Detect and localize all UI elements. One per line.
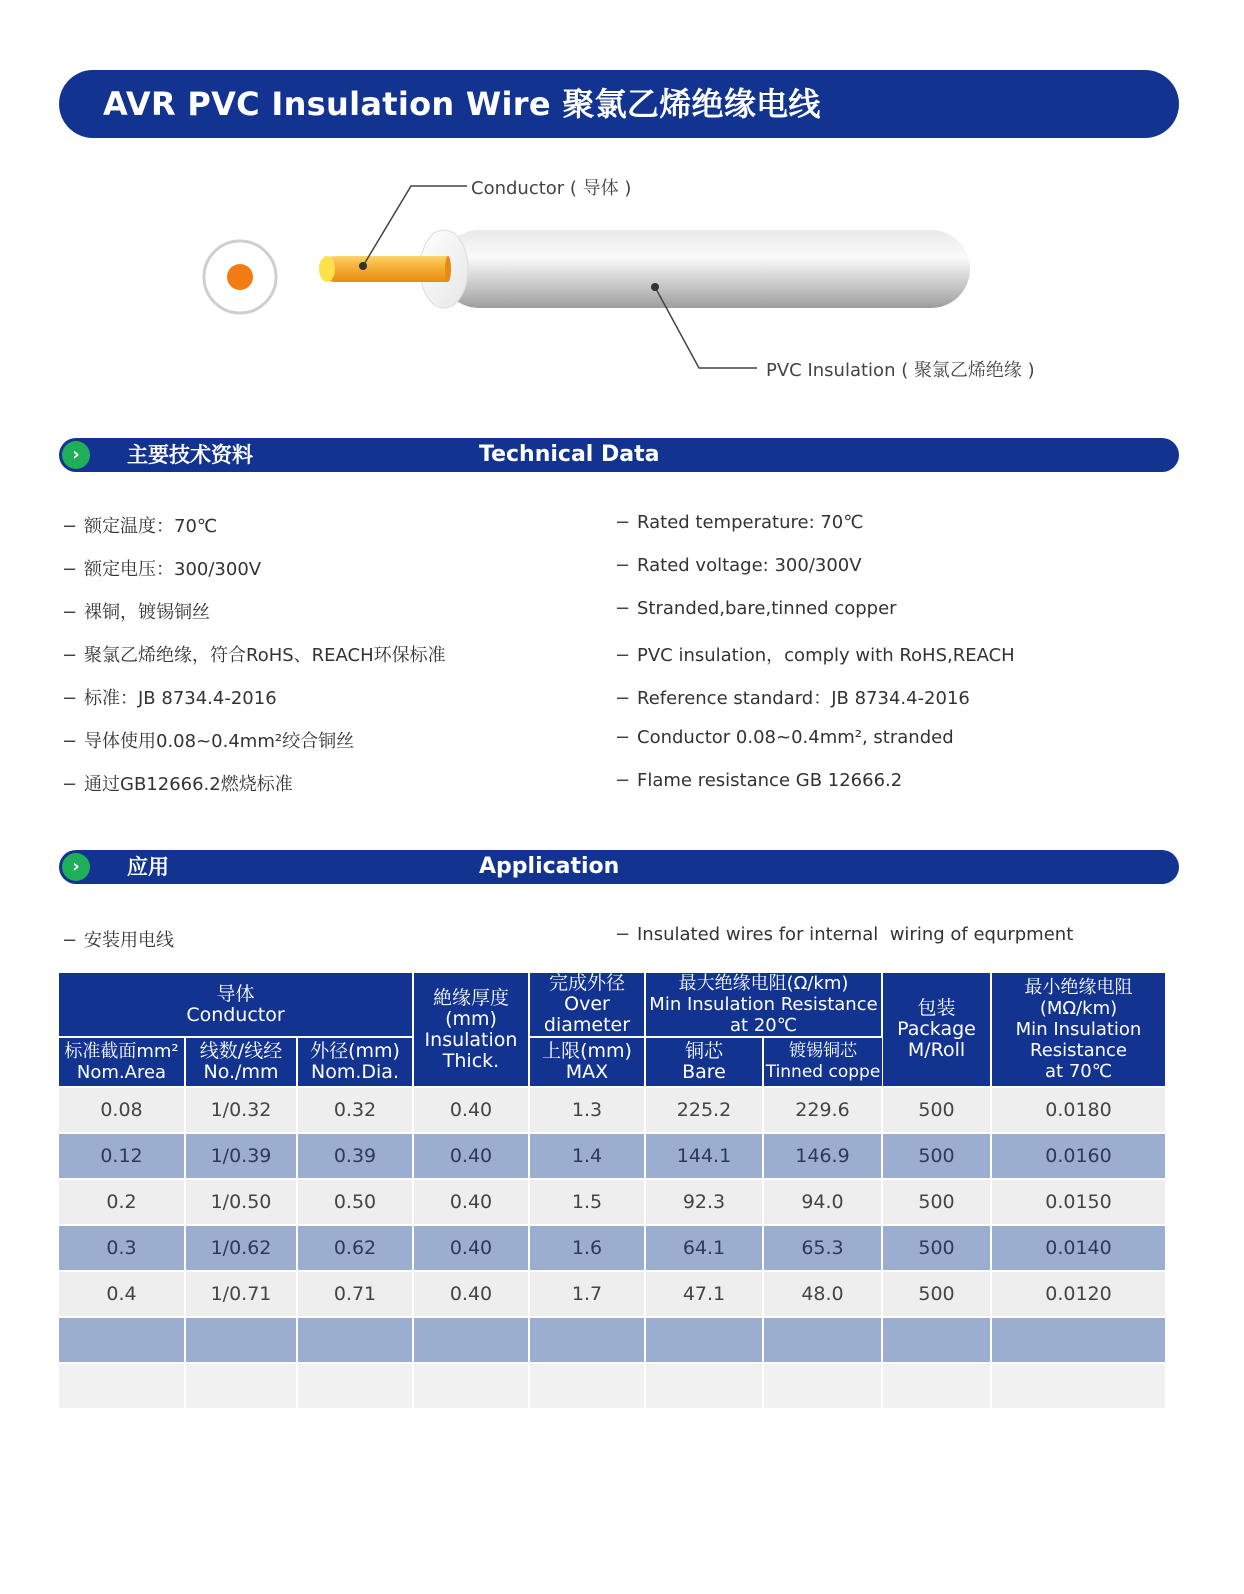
page-title: AVR PVC Insulation Wire 聚氯乙烯绝缘电线 [103, 85, 821, 123]
cell-nom-area: 0.3 [59, 1225, 185, 1271]
spec-item-cn: − 导体使用0.08~0.4mm²绞合铜丝 [62, 731, 355, 752]
application-header-en: Application [479, 854, 620, 879]
cell-bare: 64.1 [645, 1225, 763, 1271]
cell-tinned: 48.0 [763, 1271, 882, 1317]
header-package: 包装 Package M/Roll [882, 973, 991, 1087]
insulation-icon [418, 230, 970, 308]
spec-item-cn: − 额定温度：70℃ [62, 516, 218, 537]
spec-item-cn: − 裸铜，镀锡铜丝 [62, 602, 210, 623]
cell-max: 1.7 [529, 1271, 645, 1317]
cell-package: 500 [882, 1225, 991, 1271]
header-min-res-20: 最大绝缘电阻(Ω/km) Min Insulation Resistance at 20℃ [645, 973, 882, 1037]
cell-no-mm: 1/0.32 [185, 1087, 297, 1133]
cell-nom-dia: 0.71 [297, 1271, 413, 1317]
cell-resistance-70: 0.0140 [991, 1225, 1165, 1271]
cell-max: 1.4 [529, 1133, 645, 1179]
header-max: 上限(mm) MAX [529, 1037, 645, 1087]
cable-diagram [0, 150, 1244, 410]
table-row [59, 1133, 1165, 1179]
cell-nom-dia: 0.39 [297, 1133, 413, 1179]
table-row [59, 1271, 1165, 1317]
cell-no-mm: 1/0.39 [185, 1133, 297, 1179]
header-nom-area: 标准截面mm² Nom.Area [59, 1037, 185, 1087]
cell-resistance-70: 0.0150 [991, 1179, 1165, 1225]
cell-bare: 144.1 [645, 1133, 763, 1179]
cell-resistance-70: 0.0180 [991, 1087, 1165, 1133]
spec-item-en: − Conductor 0.08~0.4mm², stranded [615, 727, 954, 748]
cell-insulation: 0.40 [413, 1133, 529, 1179]
cell-no-mm: 1/0.71 [185, 1271, 297, 1317]
cell-no-mm: 1/0.50 [185, 1179, 297, 1225]
cell-nom-dia: 0.32 [297, 1087, 413, 1133]
cell-max: 1.5 [529, 1179, 645, 1225]
table-row [59, 1225, 1165, 1271]
header-min-res-70: 最小绝缘电阻(MΩ/km) Min Insulation Resistance at 70℃ [991, 973, 1165, 1087]
header-conductor: 导体 Conductor [59, 973, 413, 1037]
header-nom-dia: 外径(mm) Nom.Dia. [297, 1037, 413, 1087]
cell-package: 500 [882, 1271, 991, 1317]
application-text-cn: − 安装用电线 [62, 930, 174, 951]
application-text-en: − Insulated wires for internal wiring of equrpment [615, 924, 1074, 945]
cell-insulation: 0.40 [413, 1225, 529, 1271]
spec-item-en: − PVC insulation，comply with RoHS,REACH [615, 645, 1015, 666]
header-over-diameter: 完成外径 Over diameter [529, 973, 645, 1037]
header-no-mm: 线数/线经 No./mm [185, 1037, 297, 1087]
table-row-empty [59, 1317, 1165, 1363]
cell-nom-area: 0.4 [59, 1271, 185, 1317]
spec-item-cn: − 聚氯乙烯绝缘，符合RoHS、REACH环保标准 [62, 645, 446, 666]
cell-nom-area: 0.2 [59, 1179, 185, 1225]
cell-nom-area: 0.12 [59, 1133, 185, 1179]
application-header-cn: 应用 [127, 855, 169, 879]
cell-nom-area: 0.08 [59, 1087, 185, 1133]
table-row [59, 1179, 1165, 1225]
cell-insulation: 0.40 [413, 1179, 529, 1225]
header-insulation-thick: 絶缘厚度 (mm) Insulation Thick. [413, 973, 529, 1087]
spec-item-en: − Flame resistance GB 12666.2 [615, 770, 903, 791]
chevron-right-icon: › [62, 853, 90, 881]
cell-tinned: 146.9 [763, 1133, 882, 1179]
spec-item-en: − Reference standard：JB 8734.4-2016 [615, 688, 970, 709]
cell-bare: 47.1 [645, 1271, 763, 1317]
cell-tinned: 65.3 [763, 1225, 882, 1271]
cross-section-icon [204, 241, 276, 313]
insulation-label: PVC Insulation ( 聚氯乙烯绝缘 ) [766, 360, 1035, 381]
cell-package: 500 [882, 1133, 991, 1179]
table-row [59, 1087, 1165, 1133]
spec-item-en: − Stranded,bare,tinned copper [615, 598, 897, 619]
application-header [59, 850, 1179, 884]
cell-bare: 225.2 [645, 1087, 763, 1133]
spec-item-en: − Rated voltage: 300/300V [615, 555, 862, 576]
technical-header-en: Technical Data [479, 442, 660, 467]
cell-insulation: 0.40 [413, 1271, 529, 1317]
cell-nom-dia: 0.50 [297, 1179, 413, 1225]
cell-max: 1.3 [529, 1087, 645, 1133]
cell-tinned: 229.6 [763, 1087, 882, 1133]
cell-nom-dia: 0.62 [297, 1225, 413, 1271]
cell-insulation: 0.40 [413, 1087, 529, 1133]
header-tinned: 镀锡铜芯 Tinned coppe [763, 1037, 882, 1087]
cell-resistance-70: 0.0160 [991, 1133, 1165, 1179]
cell-tinned: 94.0 [763, 1179, 882, 1225]
cell-no-mm: 1/0.62 [185, 1225, 297, 1271]
spec-item-cn: − 通过GB12666.2燃烧标准 [62, 774, 293, 795]
header-bare: 铜芯 Bare [645, 1037, 763, 1087]
chevron-right-icon: › [62, 441, 90, 469]
spec-table [59, 973, 1165, 1410]
table-row-empty [59, 1363, 1165, 1409]
cell-package: 500 [882, 1179, 991, 1225]
cell-bare: 92.3 [645, 1179, 763, 1225]
conductor-label: Conductor ( 导体 ) [471, 178, 632, 199]
technical-data-header [59, 438, 1179, 472]
spec-item-en: − Rated temperature: 70℃ [615, 512, 864, 533]
cell-package: 500 [882, 1087, 991, 1133]
technical-header-cn: 主要技术资料 [127, 443, 253, 467]
spec-item-cn: − 标准：JB 8734.4-2016 [62, 688, 277, 709]
cell-max: 1.6 [529, 1225, 645, 1271]
title-banner [59, 70, 1179, 138]
cell-resistance-70: 0.0120 [991, 1271, 1165, 1317]
spec-item-cn: − 额定电压：300/300V [62, 559, 262, 580]
